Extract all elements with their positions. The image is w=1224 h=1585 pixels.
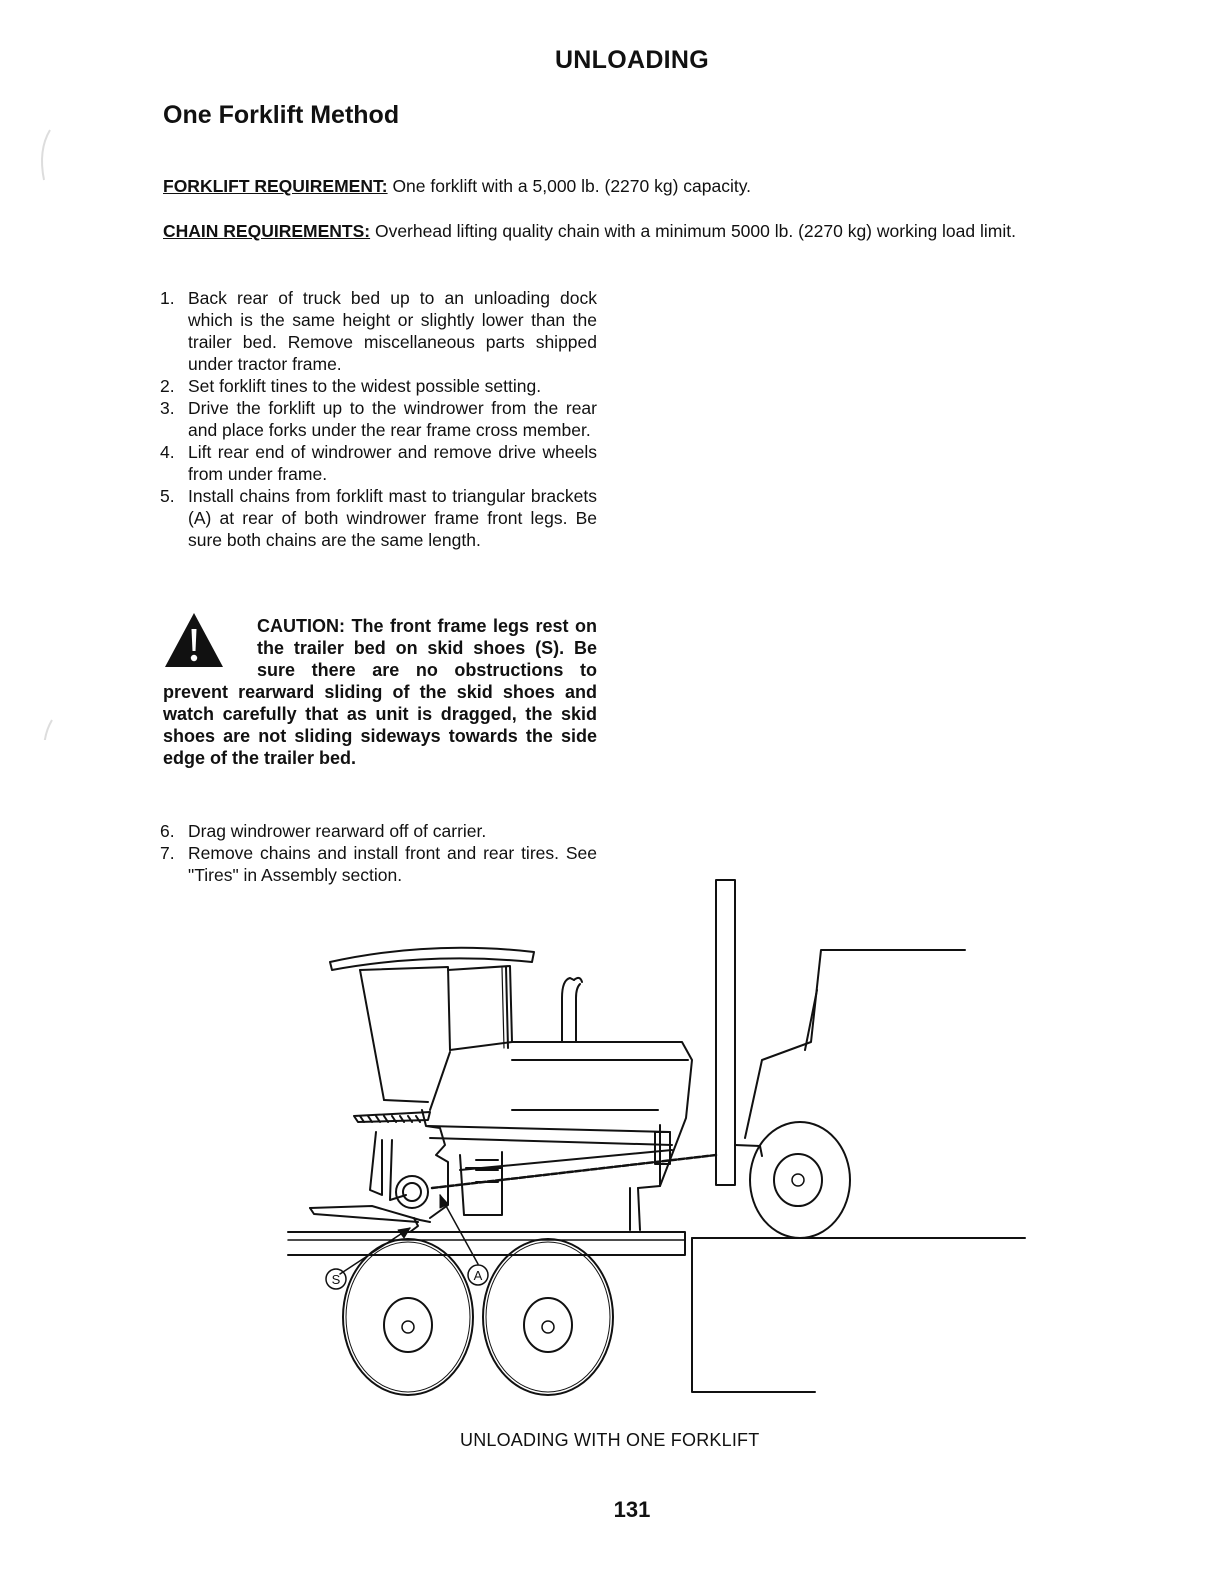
page-number: 131 [613, 1497, 651, 1522]
step-number: 5. [160, 486, 175, 506]
page-heading: UNLOADING [554, 46, 710, 74]
windrower-body [430, 1042, 692, 1230]
step-text: Install chains from forklift mast to triangular brackets (A) at rear of both windrower frame front legs. Be sure both chains are the same length. [188, 486, 597, 550]
forklift-mast [716, 880, 735, 1185]
step-text: Drive the forklift up to the windrower from the rear and place forks under the rear frame cross member. [188, 398, 597, 440]
list-item [160, 441, 597, 485]
step-number: 7. [160, 843, 175, 863]
callout-a-label: A [473, 1268, 483, 1283]
list-item [160, 375, 597, 397]
step-number: 3. [160, 398, 175, 418]
chain-requirement [163, 221, 1123, 242]
step-text: Back rear of truck bed up to an unloading dock which is the same height or slightly lower than the trailer bed. Remove miscellaneous parts shipped under tractor frame. [188, 288, 597, 374]
steps-list [160, 287, 597, 551]
trailer-bed [288, 1232, 685, 1255]
section-title: One Forklift Method [163, 101, 400, 129]
step-number: 4. [160, 442, 175, 462]
warning-triangle-icon [163, 611, 225, 669]
step-text: Set forklift tines to the widest possible setting. [188, 376, 542, 396]
caution-text: CAUTION: The front frame legs rest on the trailer bed on skid shoes (S). Be sure there are no obstructions to prevent rearward sliding of the skid shoes and watch carefully that as unit is dragged, the skid shoes are not sliding sideways towards the side edge of the trailer bed. [163, 616, 597, 768]
callout-s-label: S [331, 1272, 341, 1287]
list-item [160, 397, 597, 441]
trailer-wheel-right [483, 1239, 613, 1395]
front-frame-leg [310, 1110, 502, 1232]
requirement-label: CHAIN REQUIREMENTS: [163, 221, 371, 241]
requirement-text: Overhead lifting quality chain with a minimum 5000 lb. (2270 kg) working load limit. [370, 221, 1016, 241]
list-item [160, 820, 597, 842]
step-text: Remove chains and install front and rear tires. See "Tires" in Assembly section. [188, 843, 597, 885]
caution-notice [163, 615, 597, 769]
step-number: 1. [160, 288, 175, 308]
windrower-cab [330, 948, 534, 1102]
scan-artifact [30, 120, 60, 740]
requirement-text: One forklift with a 5,000 lb. (2270 kg) capacity. [387, 176, 752, 196]
forklift-wheel [750, 1122, 850, 1238]
forklift-body [735, 950, 965, 1156]
loading-dock [692, 1238, 1025, 1392]
figure-caption: UNLOADING WITH ONE FORKLIFT [460, 1430, 760, 1450]
unloading-diagram [280, 870, 1040, 1410]
list-item [160, 287, 597, 375]
exhaust-stack [562, 978, 582, 1042]
requirement-label: FORKLIFT REQUIREMENT: [163, 176, 388, 196]
step-number: 2. [160, 376, 175, 396]
step-text: Drag windrower rearward off of carrier. [188, 821, 487, 841]
step-number: 6. [160, 821, 175, 841]
step-text: Lift rear end of windrower and remove drive wheels from under frame. [188, 442, 597, 484]
forklift-requirement [163, 176, 1123, 197]
list-item [160, 485, 597, 551]
trailer-wheel-left [343, 1239, 473, 1395]
